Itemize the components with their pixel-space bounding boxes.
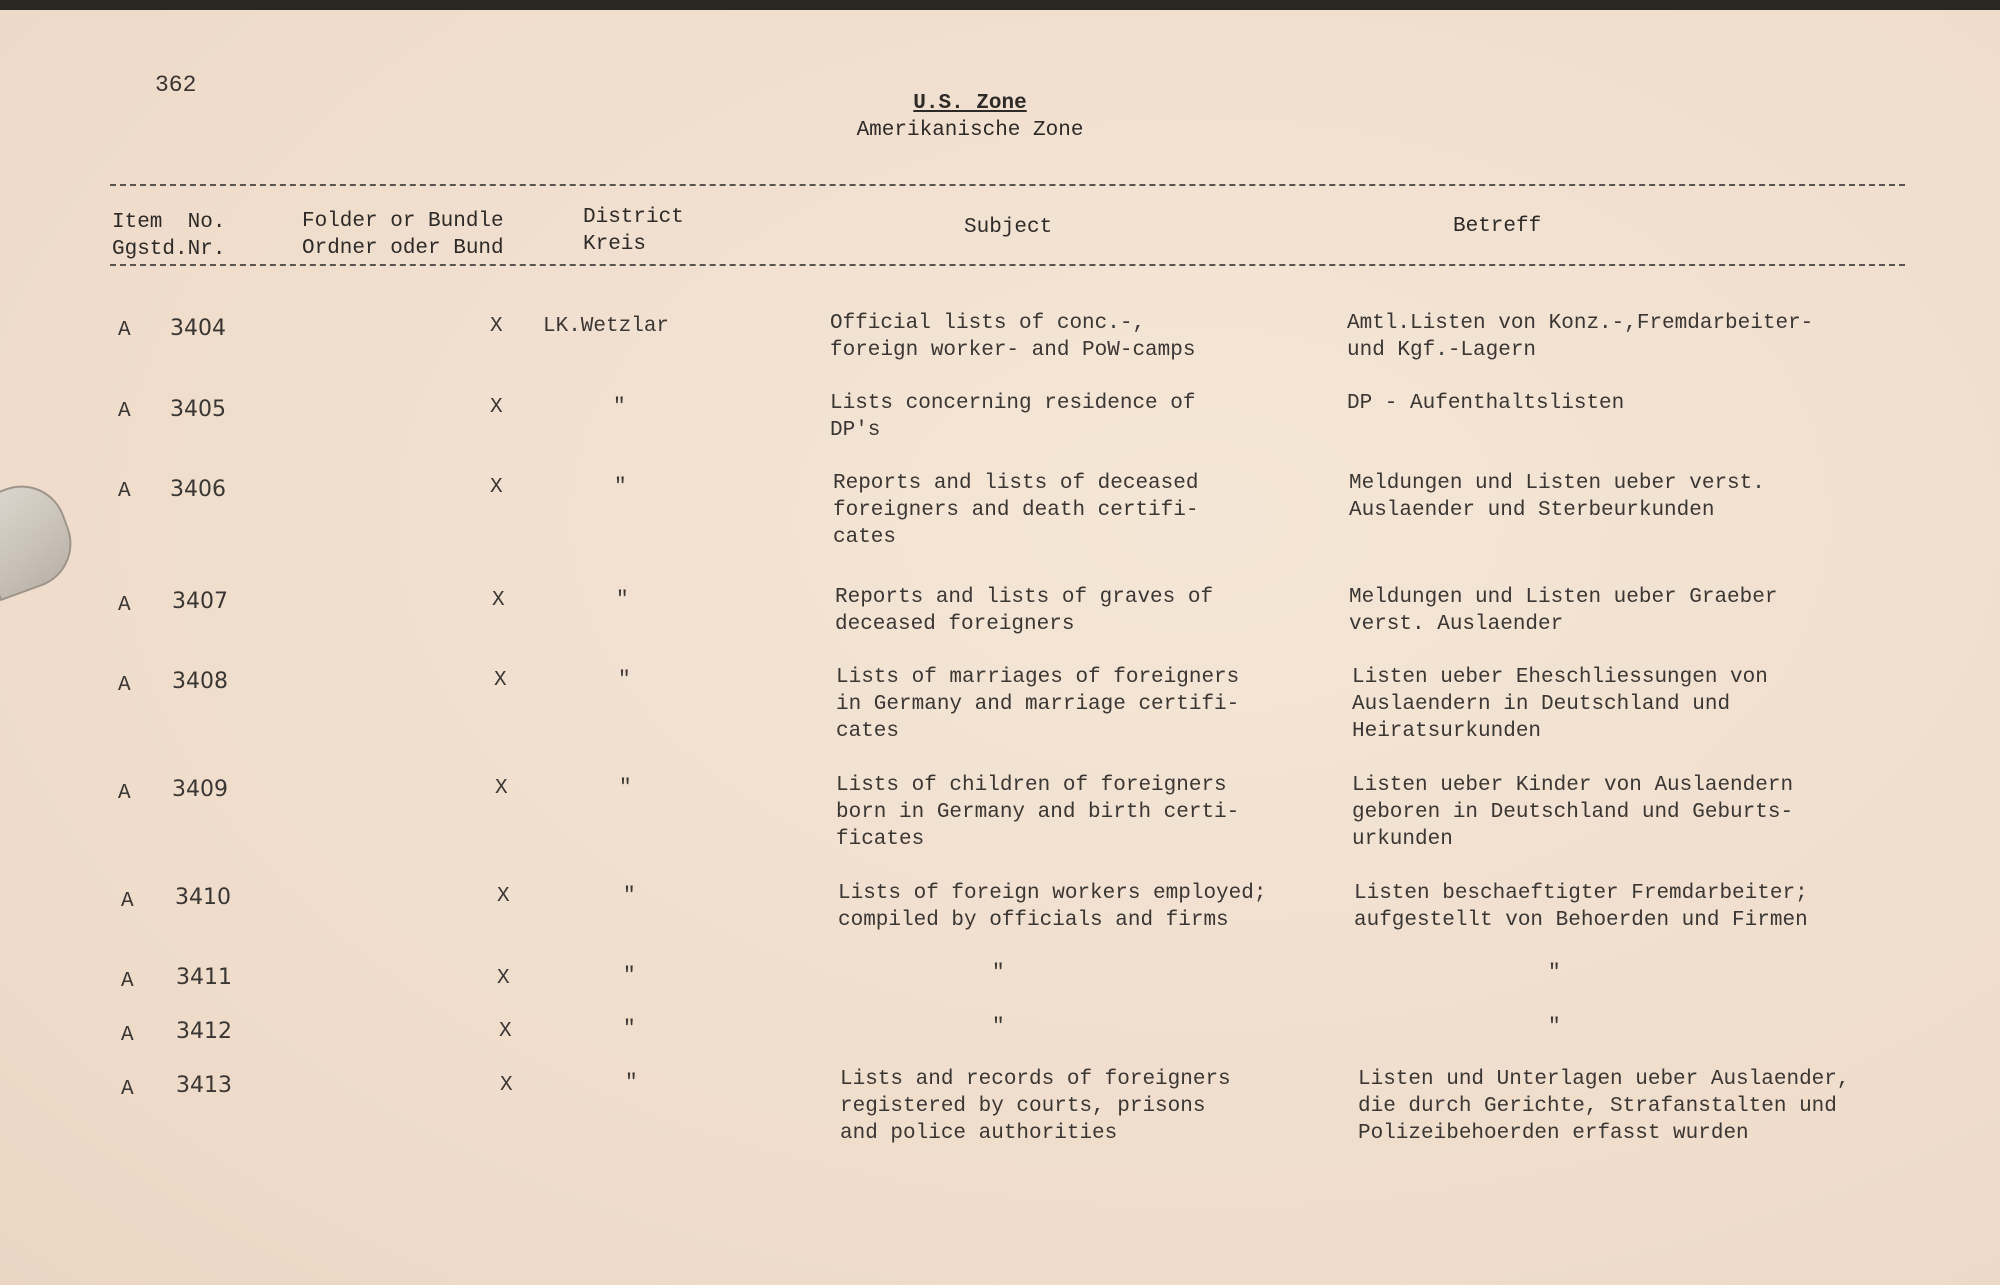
row-number: 3405: [170, 397, 226, 422]
row-subject: Lists of children of foreigners born in Germany and birth certi- ficates: [836, 774, 1240, 851]
row-folder: X: [499, 1020, 512, 1043]
row-district: ": [613, 396, 626, 419]
row-subject: Reports and lists of deceased foreigners and death certifi- cates: [833, 472, 1199, 549]
header-top-rule: [110, 184, 1905, 186]
row-number: 3411: [176, 965, 232, 990]
row-subject: Lists and records of foreigners registered by courts, prisons and police authorities: [840, 1068, 1231, 1145]
row-letter: A: [121, 1024, 134, 1047]
row-district: ": [625, 1072, 638, 1095]
row-betreff: ": [1548, 962, 1561, 985]
row-letter: A: [118, 480, 131, 503]
row-number: 3406: [170, 477, 226, 502]
row-betreff: Meldungen und Listen ueber verst. Auslaender und Sterbeurkunden: [1349, 472, 1765, 522]
row-betreff: Listen beschaeftigter Fremdarbeiter; aufgestellt von Behoerden und Firmen: [1354, 882, 1808, 932]
row-subject: Lists of foreign workers employed; compiled by officials and firms: [838, 882, 1267, 932]
header-subject: Subject: [964, 216, 1053, 239]
row-number: 3407: [172, 589, 228, 614]
row-letter: A: [121, 1078, 134, 1101]
row-number: 3408: [172, 669, 228, 694]
header-folder: Folder or Bundle Ordner oder Bund: [302, 210, 504, 260]
header-item-no: Item No. Ggstd.Nr.: [112, 211, 226, 261]
row-district: ": [623, 885, 636, 908]
row-district: ": [623, 965, 636, 988]
page-title: U.S. Zone: [913, 92, 1027, 115]
row-letter: A: [118, 594, 131, 617]
row-letter: A: [118, 782, 131, 805]
row-folder: X: [490, 476, 503, 499]
row-letter: A: [118, 400, 131, 423]
page-subtitle: Amerikanische Zone: [856, 119, 1084, 142]
row-subject: ": [992, 1016, 1005, 1039]
paper-clip: [0, 473, 84, 601]
row-number: 3412: [176, 1019, 232, 1044]
row-district: ": [616, 589, 629, 612]
row-letter: A: [118, 674, 131, 697]
row-betreff: Listen ueber Kinder von Auslaendern geboren in Deutschland und Geburts- urkunden: [1352, 774, 1794, 851]
row-betreff: Amtl.Listen von Konz.-,Fremdarbeiter- und Kgf.-Lagern: [1347, 312, 1814, 362]
row-number: 3410: [175, 885, 231, 910]
header-bottom-rule: [110, 264, 1905, 266]
row-subject: Reports and lists of graves of deceased foreigners: [835, 586, 1214, 636]
row-folder: X: [500, 1074, 513, 1097]
row-number: 3413: [176, 1073, 232, 1098]
row-folder: X: [490, 315, 503, 338]
row-subject: Official lists of conc.-, foreign worker- and PoW-camps: [830, 312, 1196, 362]
row-subject: Lists concerning residence of DP's: [830, 392, 1196, 442]
row-folder: X: [497, 885, 510, 908]
row-betreff: Meldungen und Listen ueber Graeber verst. Auslaender: [1349, 586, 1778, 636]
row-letter: A: [121, 890, 134, 913]
header-district: District Kreis: [583, 206, 684, 256]
row-district: ": [614, 476, 627, 499]
row-district: ": [619, 777, 632, 800]
row-folder: X: [497, 967, 510, 990]
row-folder: X: [492, 589, 505, 612]
row-betreff: ": [1548, 1016, 1561, 1039]
document-page: [0, 10, 2000, 1285]
header-betreff: Betreff: [1453, 215, 1542, 238]
row-betreff: Listen ueber Eheschliessungen von Auslaendern in Deutschland und Heiratsurkunden: [1352, 666, 1768, 743]
row-folder: X: [490, 396, 503, 419]
row-folder: X: [495, 777, 508, 800]
row-letter: A: [121, 970, 134, 993]
row-letter: A: [118, 319, 131, 342]
row-subject: Lists of marriages of foreigners in Germany and marriage certifi- cates: [836, 666, 1240, 743]
row-district: ": [618, 669, 631, 692]
row-betreff: DP - Aufenthaltslisten: [1347, 392, 1625, 415]
row-betreff: Listen und Unterlagen ueber Auslaender, die durch Gerichte, Strafanstalten und Polizeibehoerden erfasst wurden: [1358, 1068, 1850, 1145]
row-number: 3404: [170, 316, 226, 341]
row-district: LK.Wetzlar: [543, 315, 670, 338]
page-number: 362: [155, 72, 197, 98]
row-folder: X: [494, 669, 507, 692]
row-subject: ": [992, 962, 1005, 985]
row-district: ": [623, 1018, 636, 1041]
row-number: 3409: [172, 777, 228, 802]
